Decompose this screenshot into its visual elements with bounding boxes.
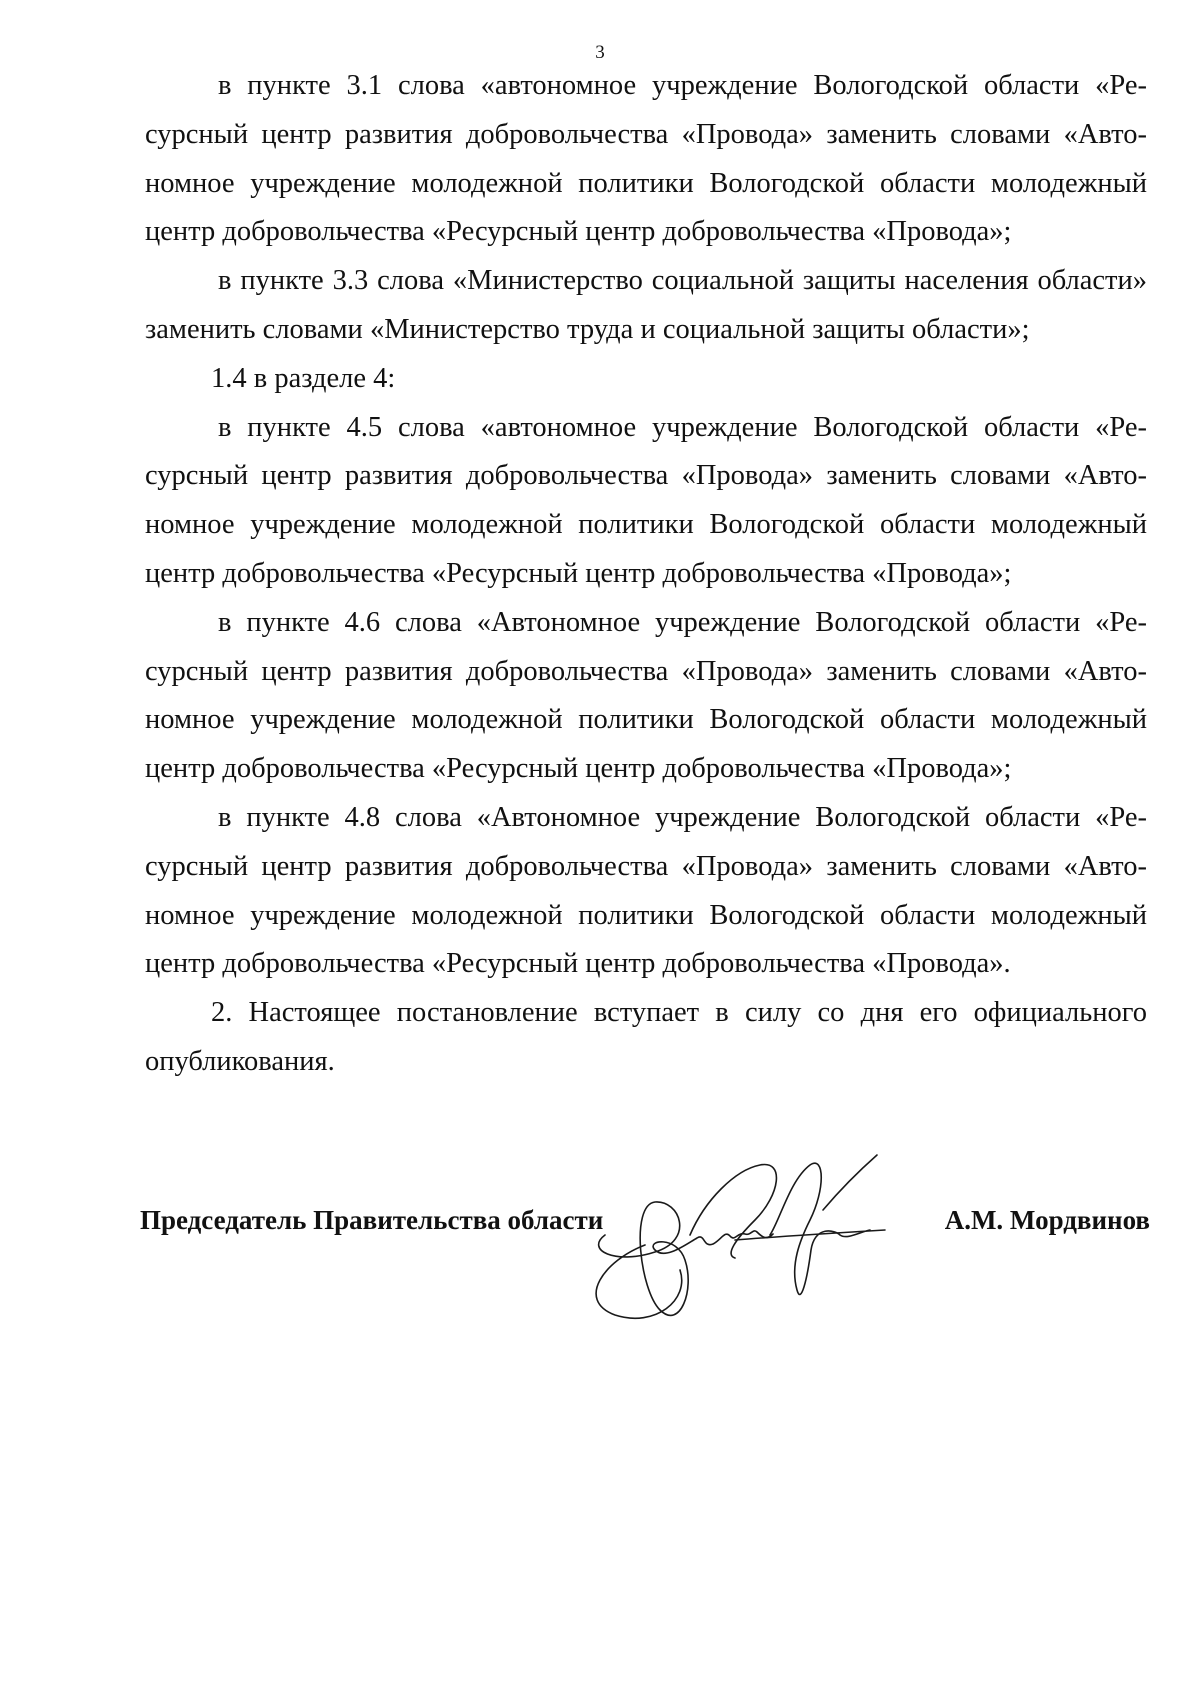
paragraph-item-4-8: в пункте 4.8 слова «Автономное учреждение Вологодской области «Ресурсный центр развития добровольчества «Провода» заменить словами «Автономное учреждение молодежной политики Вологодской области молодежный центр добровольчества «Ресурсный центр добровольчества «Провода». <box>145 801 1147 980</box>
paragraph-effective-date: 2. Настоящее постановление вступает в силу со дня его официального опубликования. <box>145 997 1147 1077</box>
paragraph-item-3-1: в пункте 3.1 слова «автономное учреждение Вологодской области «Ресурсный центр развития добровольчества «Провода» заменить словами «Автономное учреждение молодежной политики Вологодской области молодежный центр добровольчества «Ресурсный центр добровольчества «Провода»; <box>145 70 1147 248</box>
paragraph-item-3-3: в пункте 3.3 слова «Министерство социальной защиты населения области» заменить словами «Министерство труда и социальной защиты области»; <box>145 265 1147 345</box>
document-body <box>145 62 1147 1087</box>
paragraph-section-1-4: 1.4 в разделе 4: <box>211 362 396 394</box>
signatory-name: А.М. Мордвинов <box>944 1205 1150 1235</box>
handwritten-signature <box>585 1140 965 1340</box>
signature-stroke-upper <box>690 1165 776 1258</box>
signatory-title: Председатель Правительства области <box>140 1205 604 1235</box>
signature-stroke-right <box>770 1163 870 1294</box>
signature-stroke-main <box>599 1202 773 1315</box>
paragraph-item-4-5: в пункте 4.5 слова «автономное учреждение Вологодской области «Ресурсный центр развития добровольчества «Провода» заменить словами «Автономное учреждение молодежной политики Вологодской области молодежный центр добровольчества «Ресурсный центр добровольчества «Провода»; <box>145 411 1147 589</box>
paragraph-item-4-6: в пункте 4.6 слова «Автономное учреждение Вологодской области «Ресурсный центр развития добровольчества «Провода» заменить словами «Автономное учреждение молодежной политики Вологодской области молодежный центр добровольчества «Ресурсный центр добровольчества «Провода»; <box>145 606 1147 785</box>
page-number: 3 <box>595 42 605 63</box>
signature-stroke-flourish <box>823 1155 877 1210</box>
